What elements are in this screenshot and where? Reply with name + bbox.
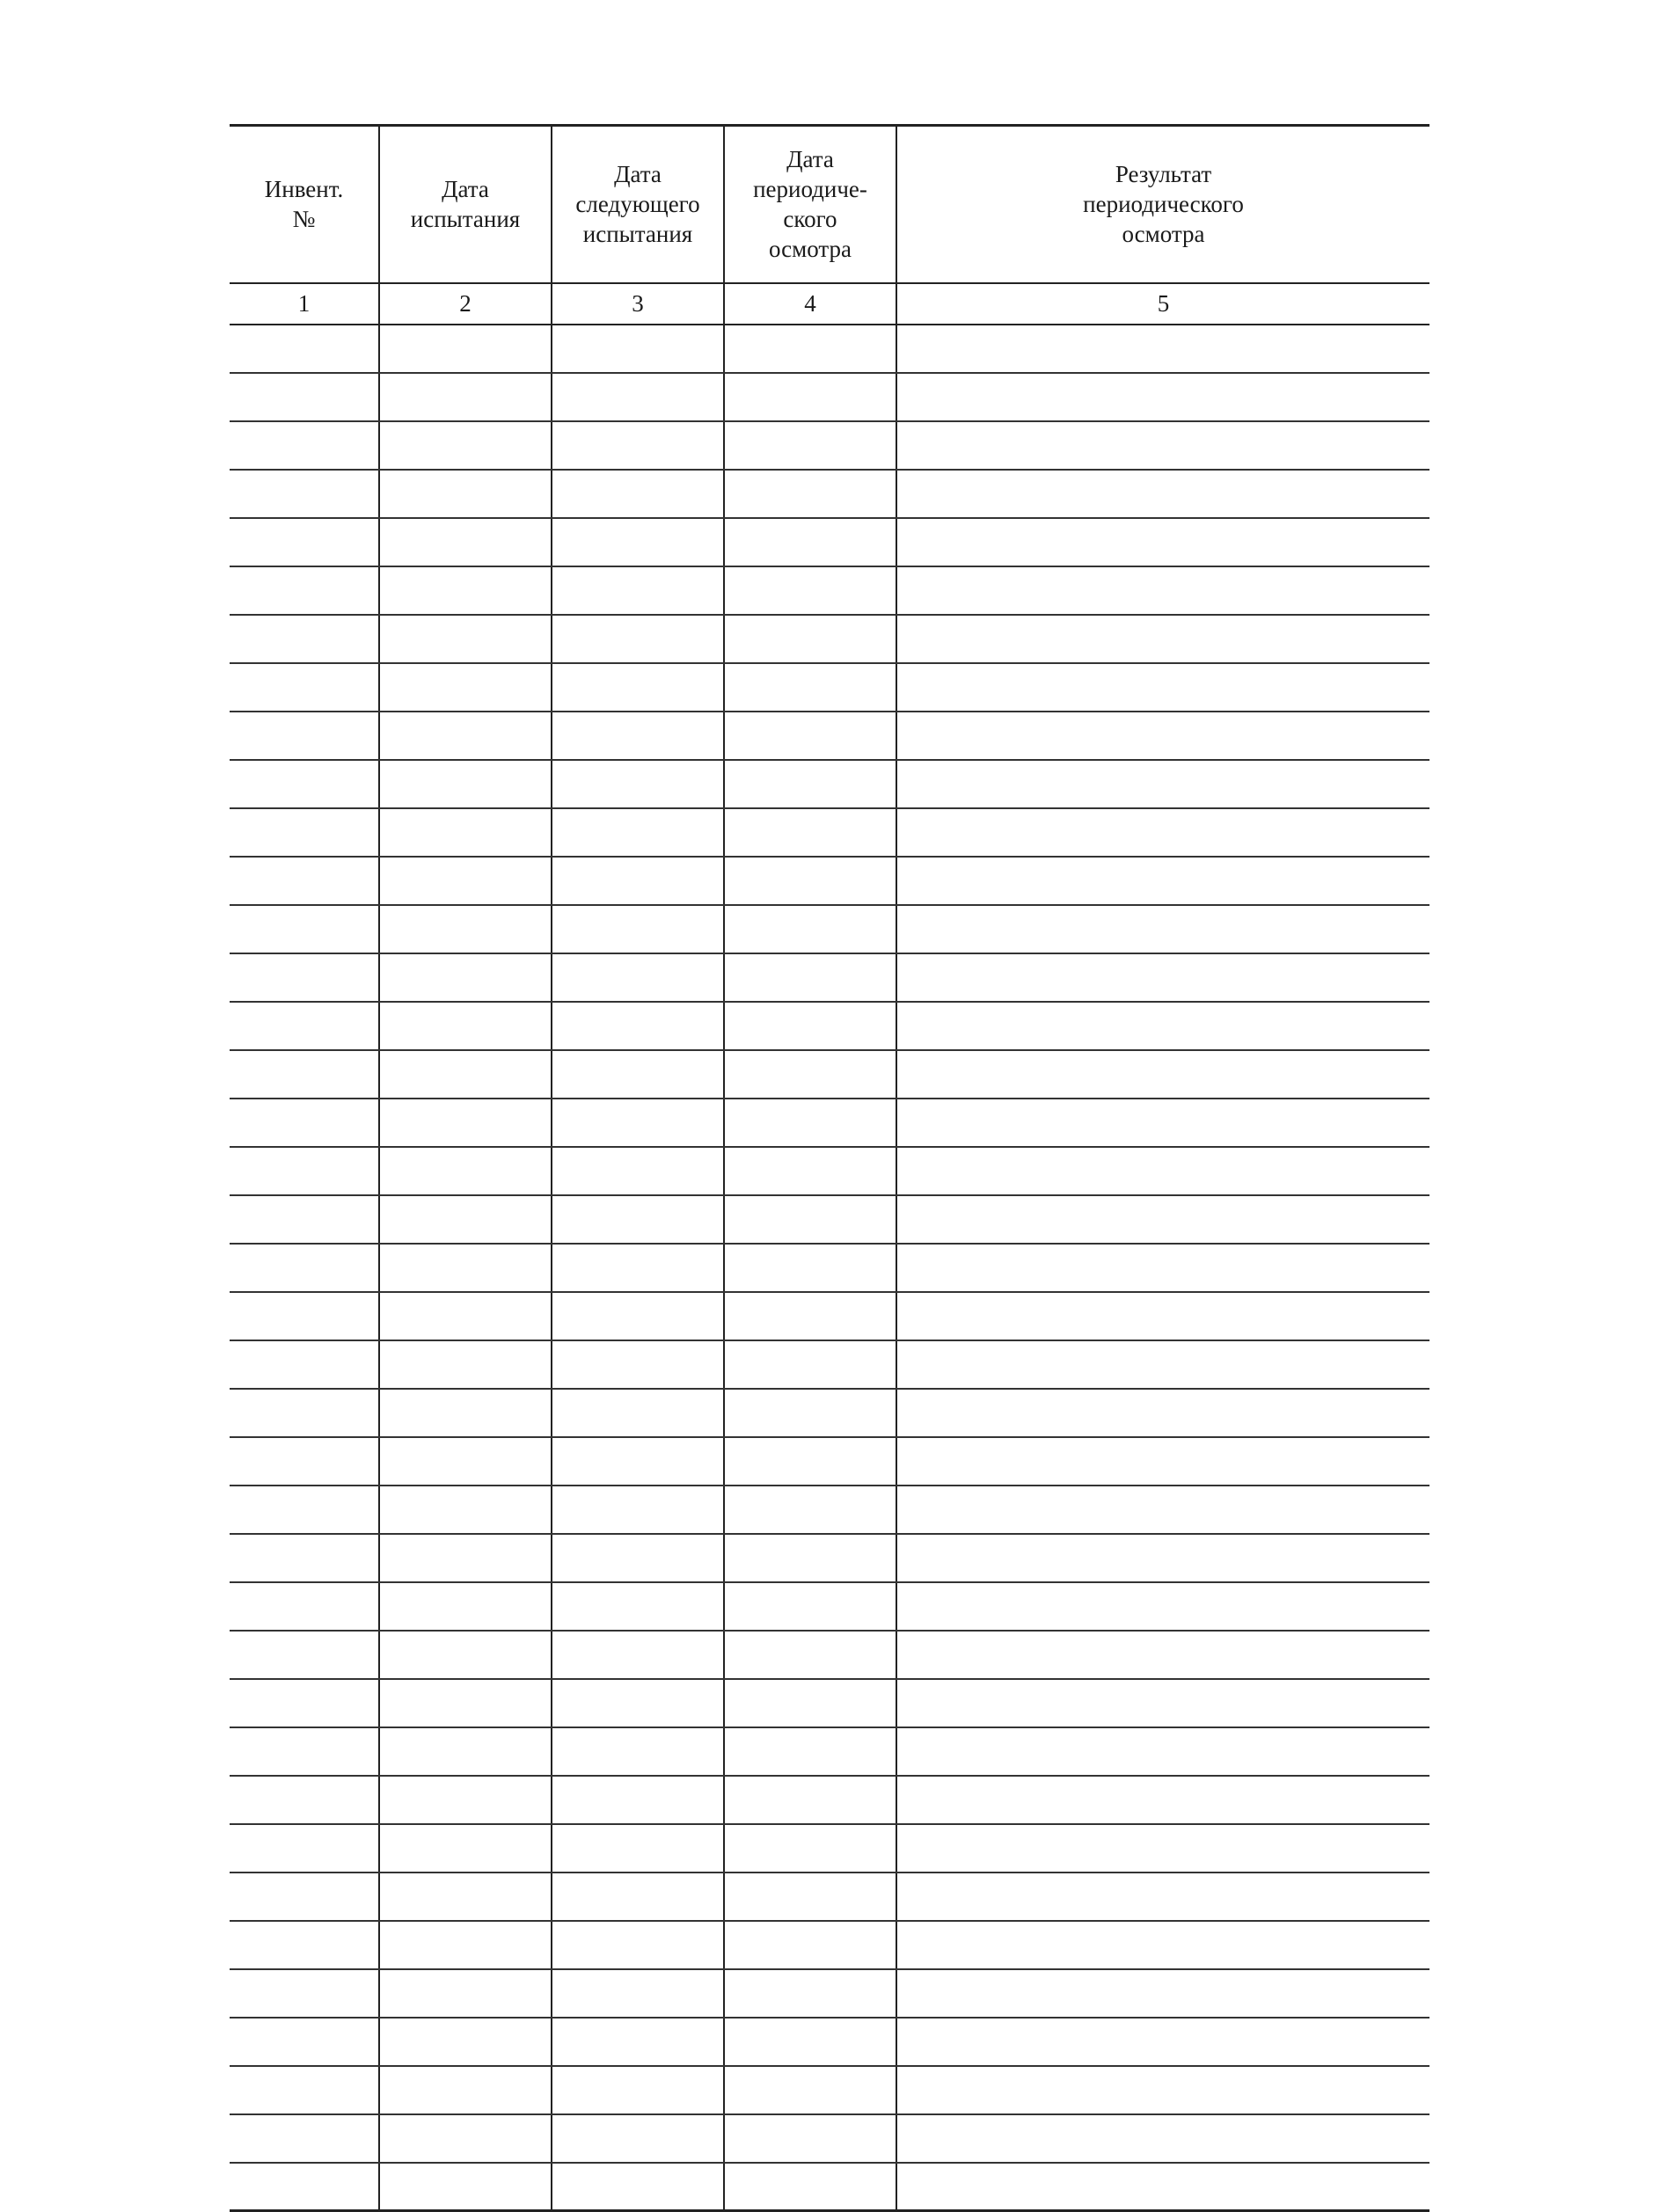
column-number: 5 bbox=[896, 283, 1429, 325]
table-cell bbox=[552, 1486, 724, 1534]
table-row bbox=[230, 2114, 1429, 2163]
header-test-date bbox=[379, 126, 552, 283]
table-cell bbox=[379, 760, 552, 808]
table-cell bbox=[230, 1631, 379, 1679]
table-cell bbox=[230, 1340, 379, 1389]
table-cell bbox=[896, 1099, 1429, 1147]
table-cell bbox=[552, 808, 724, 857]
table-cell bbox=[379, 1099, 552, 1147]
table-row bbox=[230, 2066, 1429, 2114]
table-cell bbox=[724, 518, 896, 566]
table-cell bbox=[724, 1340, 896, 1389]
table-cell bbox=[552, 1679, 724, 1727]
table-cell bbox=[724, 1389, 896, 1437]
table-cell bbox=[896, 808, 1429, 857]
table-cell bbox=[724, 1824, 896, 1873]
table-cell bbox=[896, 1534, 1429, 1582]
table-row bbox=[230, 1002, 1429, 1050]
table-body bbox=[230, 325, 1429, 2211]
table-cell bbox=[724, 1147, 896, 1195]
table-cell bbox=[230, 325, 379, 373]
table-cell bbox=[552, 518, 724, 566]
table-row bbox=[230, 2018, 1429, 2066]
table-cell bbox=[552, 2066, 724, 2114]
table-cell bbox=[379, 1679, 552, 1727]
table-cell bbox=[896, 470, 1429, 518]
table-cell bbox=[552, 1195, 724, 1244]
table-row bbox=[230, 712, 1429, 760]
table-row bbox=[230, 1776, 1429, 1824]
table-row bbox=[230, 2163, 1429, 2211]
table-cell bbox=[230, 760, 379, 808]
header-label: Инвент. № bbox=[264, 176, 344, 233]
table-cell bbox=[896, 712, 1429, 760]
table-cell bbox=[724, 1727, 896, 1776]
table-cell bbox=[724, 2163, 896, 2211]
table-cell bbox=[552, 760, 724, 808]
table-cell bbox=[724, 1921, 896, 1969]
table-cell bbox=[896, 1292, 1429, 1340]
table-cell bbox=[552, 1147, 724, 1195]
table-cell bbox=[724, 1679, 896, 1727]
table-cell bbox=[896, 566, 1429, 615]
table-cell bbox=[724, 1437, 896, 1486]
table-cell bbox=[724, 1631, 896, 1679]
table-cell bbox=[724, 325, 896, 373]
table-cell bbox=[552, 1340, 724, 1389]
table-cell bbox=[230, 1244, 379, 1292]
table-cell bbox=[379, 1050, 552, 1099]
table-cell bbox=[379, 663, 552, 712]
table-cell bbox=[724, 421, 896, 470]
table-cell bbox=[230, 518, 379, 566]
table-cell bbox=[724, 1873, 896, 1921]
table-cell bbox=[724, 1969, 896, 2018]
table-cell bbox=[552, 1099, 724, 1147]
table-row bbox=[230, 325, 1429, 373]
table-cell bbox=[379, 1969, 552, 2018]
table-row bbox=[230, 1389, 1429, 1437]
table-cell bbox=[896, 1340, 1429, 1389]
table-cell bbox=[724, 1244, 896, 1292]
table-cell bbox=[724, 615, 896, 663]
table-cell bbox=[896, 1437, 1429, 1486]
column-number: 2 bbox=[379, 283, 552, 325]
table-cell bbox=[379, 2114, 552, 2163]
table-cell bbox=[896, 615, 1429, 663]
table-row bbox=[230, 1873, 1429, 1921]
table-cell bbox=[552, 712, 724, 760]
table-cell bbox=[896, 1002, 1429, 1050]
table-cell bbox=[896, 1679, 1429, 1727]
table-cell bbox=[552, 566, 724, 615]
table-row bbox=[230, 1969, 1429, 2018]
header-row bbox=[230, 126, 1429, 283]
header-label: Результат периодического осмотра bbox=[1083, 161, 1244, 248]
table-cell bbox=[724, 566, 896, 615]
table-cell bbox=[379, 325, 552, 373]
table-cell bbox=[896, 1582, 1429, 1631]
table-cell bbox=[896, 1776, 1429, 1824]
header-next-test-date bbox=[552, 126, 724, 283]
table-cell bbox=[724, 663, 896, 712]
table-cell bbox=[379, 2163, 552, 2211]
table-cell bbox=[230, 2066, 379, 2114]
table-cell bbox=[724, 1099, 896, 1147]
table-row bbox=[230, 1824, 1429, 1873]
table-row bbox=[230, 663, 1429, 712]
table-cell bbox=[896, 1969, 1429, 2018]
table-cell bbox=[724, 2066, 896, 2114]
table-cell bbox=[230, 1050, 379, 1099]
table-cell bbox=[724, 373, 896, 421]
table-cell bbox=[230, 2018, 379, 2066]
table-cell bbox=[379, 1195, 552, 1244]
table-cell bbox=[379, 2018, 552, 2066]
table-cell bbox=[230, 1679, 379, 1727]
table-cell bbox=[552, 953, 724, 1002]
table-row bbox=[230, 615, 1429, 663]
table-cell bbox=[379, 1389, 552, 1437]
table-cell bbox=[379, 808, 552, 857]
table-cell bbox=[896, 663, 1429, 712]
table-cell bbox=[896, 1050, 1429, 1099]
table-cell bbox=[379, 1340, 552, 1389]
table-cell bbox=[724, 1534, 896, 1582]
table-cell bbox=[896, 1631, 1429, 1679]
table-row bbox=[230, 1534, 1429, 1582]
table-cell bbox=[379, 1824, 552, 1873]
table-cell bbox=[230, 566, 379, 615]
table-row bbox=[230, 857, 1429, 905]
header-label: Дата следующего испытания bbox=[575, 161, 700, 248]
table-cell bbox=[896, 1727, 1429, 1776]
table-cell bbox=[552, 1824, 724, 1873]
table-cell bbox=[552, 1631, 724, 1679]
table-cell bbox=[230, 373, 379, 421]
table-cell bbox=[896, 421, 1429, 470]
table-cell bbox=[230, 857, 379, 905]
table-cell bbox=[896, 760, 1429, 808]
table-cell bbox=[724, 1002, 896, 1050]
table-cell bbox=[552, 2018, 724, 2066]
table-cell bbox=[552, 1582, 724, 1631]
table-row bbox=[230, 760, 1429, 808]
table-cell bbox=[230, 1389, 379, 1437]
table-cell bbox=[552, 2163, 724, 2211]
table-row bbox=[230, 1147, 1429, 1195]
table-row bbox=[230, 1244, 1429, 1292]
table-cell bbox=[230, 1824, 379, 1873]
column-number: 3 bbox=[552, 283, 724, 325]
table-cell bbox=[896, 1921, 1429, 1969]
column-number: 4 bbox=[724, 283, 896, 325]
table-cell bbox=[230, 1534, 379, 1582]
table-cell bbox=[230, 2163, 379, 2211]
table-cell bbox=[724, 1776, 896, 1824]
header-periodic-inspection-result bbox=[896, 126, 1429, 283]
table-cell bbox=[896, 953, 1429, 1002]
table-cell bbox=[379, 1292, 552, 1340]
table-cell bbox=[552, 470, 724, 518]
table-cell bbox=[379, 1002, 552, 1050]
table-cell bbox=[230, 1437, 379, 1486]
table-cell bbox=[552, 1727, 724, 1776]
table-cell bbox=[230, 808, 379, 857]
table-cell bbox=[552, 1873, 724, 1921]
table-row bbox=[230, 1340, 1429, 1389]
table-cell bbox=[552, 905, 724, 953]
table-row bbox=[230, 1050, 1429, 1099]
table-cell bbox=[724, 1582, 896, 1631]
table-cell bbox=[724, 953, 896, 1002]
table-cell bbox=[230, 1002, 379, 1050]
table-cell bbox=[552, 857, 724, 905]
table-cell bbox=[552, 1437, 724, 1486]
table-cell bbox=[552, 373, 724, 421]
header-label: Дата периодиче- ского осмотра bbox=[753, 146, 867, 263]
table-cell bbox=[379, 1921, 552, 1969]
table-cell bbox=[896, 373, 1429, 421]
table-cell bbox=[896, 1195, 1429, 1244]
table-cell bbox=[230, 663, 379, 712]
table-cell bbox=[230, 2114, 379, 2163]
table-cell bbox=[552, 1002, 724, 1050]
table-cell bbox=[552, 1776, 724, 1824]
table-cell bbox=[552, 663, 724, 712]
table-row bbox=[230, 518, 1429, 566]
table-cell bbox=[552, 1050, 724, 1099]
table-cell bbox=[379, 1244, 552, 1292]
table-cell bbox=[230, 1099, 379, 1147]
table-cell bbox=[724, 1486, 896, 1534]
table-cell bbox=[230, 905, 379, 953]
table-cell bbox=[230, 1776, 379, 1824]
table-cell bbox=[724, 808, 896, 857]
table-cell bbox=[230, 1195, 379, 1244]
table-cell bbox=[724, 1195, 896, 1244]
table-row bbox=[230, 905, 1429, 953]
table-cell bbox=[230, 1727, 379, 1776]
table-cell bbox=[379, 1582, 552, 1631]
table-cell bbox=[896, 1147, 1429, 1195]
table-cell bbox=[896, 905, 1429, 953]
table-cell bbox=[379, 373, 552, 421]
table-cell bbox=[896, 2066, 1429, 2114]
table-cell bbox=[379, 953, 552, 1002]
table-cell bbox=[379, 1534, 552, 1582]
column-number-row bbox=[230, 283, 1429, 325]
table-cell bbox=[379, 421, 552, 470]
table-cell bbox=[379, 1147, 552, 1195]
table-cell bbox=[552, 1292, 724, 1340]
table-cell bbox=[724, 712, 896, 760]
table-row bbox=[230, 1582, 1429, 1631]
table-cell bbox=[552, 615, 724, 663]
table-cell bbox=[552, 1244, 724, 1292]
table-cell bbox=[230, 1582, 379, 1631]
table-cell bbox=[724, 2018, 896, 2066]
table-cell bbox=[724, 1292, 896, 1340]
table-cell bbox=[896, 325, 1429, 373]
table-cell bbox=[230, 712, 379, 760]
table-cell bbox=[379, 1437, 552, 1486]
table-row bbox=[230, 373, 1429, 421]
table-cell bbox=[230, 421, 379, 470]
table-cell bbox=[230, 1486, 379, 1534]
table-cell bbox=[724, 1050, 896, 1099]
table-cell bbox=[379, 615, 552, 663]
table-row bbox=[230, 1099, 1429, 1147]
table-cell bbox=[379, 1486, 552, 1534]
table-cell bbox=[379, 712, 552, 760]
table-cell bbox=[896, 1873, 1429, 1921]
table-cell bbox=[552, 1534, 724, 1582]
table-cell bbox=[230, 1921, 379, 1969]
header-label: Дата испытания bbox=[410, 176, 521, 233]
table-row bbox=[230, 808, 1429, 857]
table-cell bbox=[379, 857, 552, 905]
table-row bbox=[230, 1631, 1429, 1679]
table-cell bbox=[230, 470, 379, 518]
table-cell bbox=[896, 2163, 1429, 2211]
table-cell bbox=[896, 857, 1429, 905]
table-cell bbox=[552, 2114, 724, 2163]
table-cell bbox=[896, 1486, 1429, 1534]
table-row bbox=[230, 566, 1429, 615]
table-row bbox=[230, 1486, 1429, 1534]
table-row bbox=[230, 953, 1429, 1002]
table-row bbox=[230, 1921, 1429, 1969]
table-cell bbox=[552, 1389, 724, 1437]
table-cell bbox=[379, 566, 552, 615]
table-cell bbox=[552, 1921, 724, 1969]
inspection-log-table bbox=[230, 124, 1429, 2212]
header-inventory-number bbox=[230, 126, 379, 283]
table-row bbox=[230, 1679, 1429, 1727]
table-cell bbox=[230, 615, 379, 663]
table-cell bbox=[552, 421, 724, 470]
table-cell bbox=[230, 953, 379, 1002]
table-cell bbox=[724, 760, 896, 808]
table-cell bbox=[724, 857, 896, 905]
table-cell bbox=[379, 470, 552, 518]
table-cell bbox=[896, 2018, 1429, 2066]
table-cell bbox=[724, 2114, 896, 2163]
table-row bbox=[230, 1727, 1429, 1776]
table-cell bbox=[552, 325, 724, 373]
table-cell bbox=[230, 1292, 379, 1340]
table-row bbox=[230, 421, 1429, 470]
table-cell bbox=[379, 1727, 552, 1776]
table-row bbox=[230, 1292, 1429, 1340]
table-cell bbox=[896, 1824, 1429, 1873]
table-row bbox=[230, 470, 1429, 518]
table-cell bbox=[379, 518, 552, 566]
table-cell bbox=[896, 518, 1429, 566]
table-cell bbox=[724, 470, 896, 518]
table-cell bbox=[379, 1776, 552, 1824]
table-cell bbox=[230, 1873, 379, 1921]
column-number: 1 bbox=[230, 283, 379, 325]
table-row bbox=[230, 1437, 1429, 1486]
table-cell bbox=[379, 2066, 552, 2114]
table-cell bbox=[552, 1969, 724, 2018]
table-row bbox=[230, 1195, 1429, 1244]
table-cell bbox=[379, 1873, 552, 1921]
header-periodic-inspection-date bbox=[724, 126, 896, 283]
table-cell bbox=[896, 1389, 1429, 1437]
table-cell bbox=[896, 1244, 1429, 1292]
table-cell bbox=[896, 2114, 1429, 2163]
table-cell bbox=[379, 1631, 552, 1679]
table-cell bbox=[230, 1147, 379, 1195]
table-cell bbox=[230, 1969, 379, 2018]
table-cell bbox=[724, 905, 896, 953]
table-cell bbox=[379, 905, 552, 953]
